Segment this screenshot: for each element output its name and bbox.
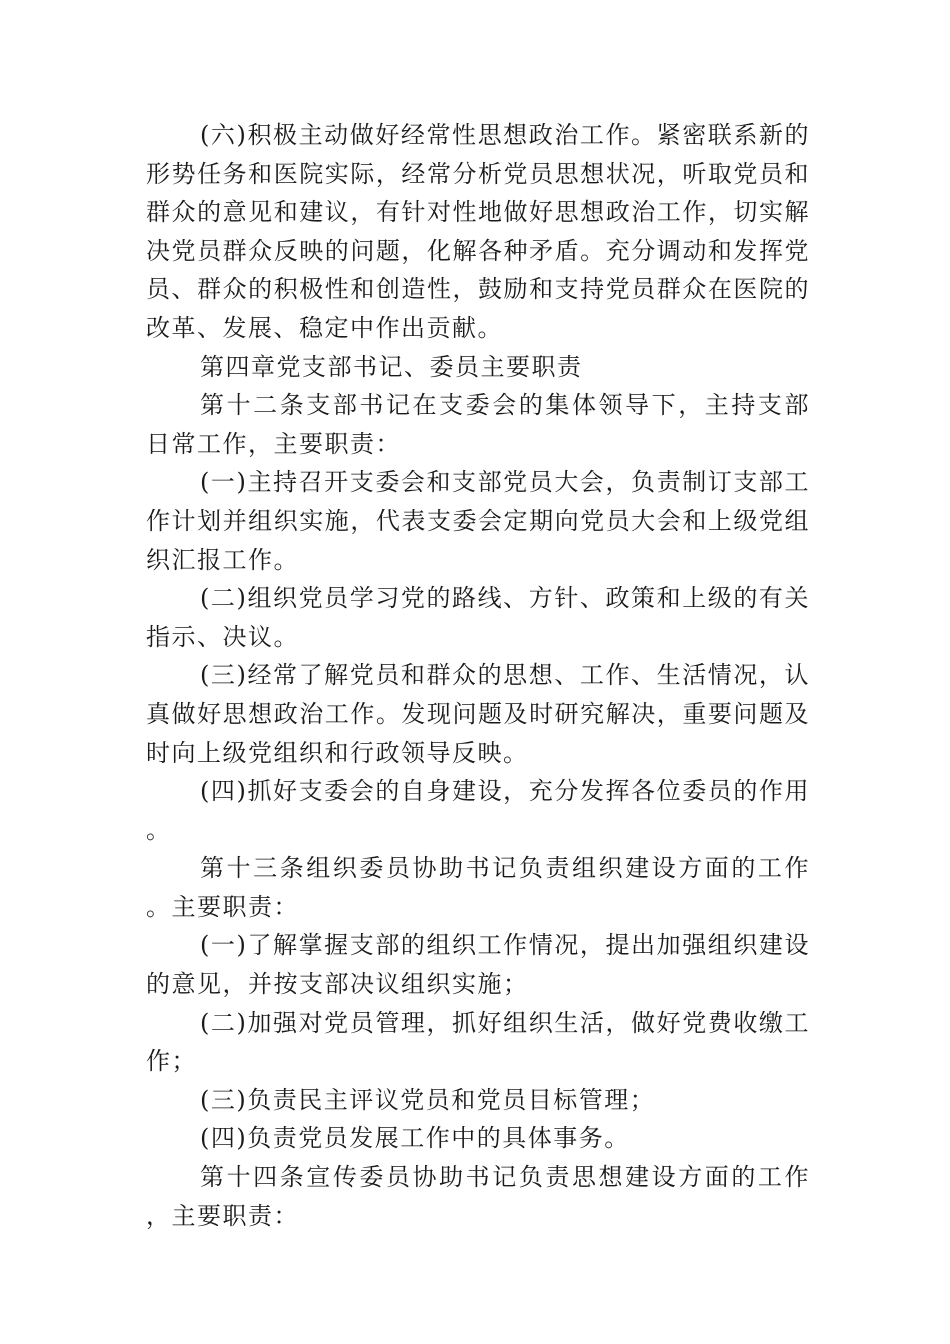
paragraph-item-6-ideological-work: (六)积极主动做好经常性思想政治工作。紧密联系新的形势任务和医院实际，经常分析党员思想状况，听取党员和群众的意见和建议，有针对性地做好思想政治工作，切实解决党员群众反映的问题，化解各种矛盾。充分调动和发挥党员、群众的积极性和创造性，鼓励和支持党员群众在医院的改革、发展、稳定中作出贡献。 [146,121,810,342]
article-13: 第十三条组织委员协助书记负责组织建设方面的工作。主要职责： [146,854,810,921]
article-13-item-4: (四)负责党员发展工作中的具体事务。 [200,1124,630,1153]
article-13-item-3: (三)负责民主评议党员和党员目标管理； [200,1085,656,1114]
article-13-item-1: (一)了解掌握支部的组织工作情况，提出加强组织建设的意见，并按支部决议组织实施； [146,931,810,999]
article-12: 第十二条支部书记在支委会的集体领导下，主持支部日常工作，主要职责： [146,391,810,458]
article-12-item-2: (二)组织党员学习党的路线、方针、政策和上级的有关指示、决议。 [146,584,810,651]
article-13-item-2: (二)加强对党员管理，抓好组织生活，做好党费收缴工作； [146,1008,810,1076]
article-12-item-4: (四)抓好支委会的自身建设，充分发挥各位委员的作用。 [146,777,810,844]
article-12-item-1: (一)主持召开支委会和支部党员大会，负责制订支部工作计划并组织实施，代表支委会定期向党员大会和上级党组织汇报工作。 [146,468,810,574]
article-12-item-3: (三)经常了解党员和群众的思想、工作、生活情况，认真做好思想政治工作。发现问题及时研究解决，重要问题及时向上级党组织和行政领导反映。 [146,661,810,767]
chapter-heading: 第四章党支部书记、委员主要职责 [200,352,583,381]
article-14: 第十四条宣传委员协助书记负责思想建设方面的工作，主要职责： [146,1163,810,1230]
document-body [146,116,810,1235]
